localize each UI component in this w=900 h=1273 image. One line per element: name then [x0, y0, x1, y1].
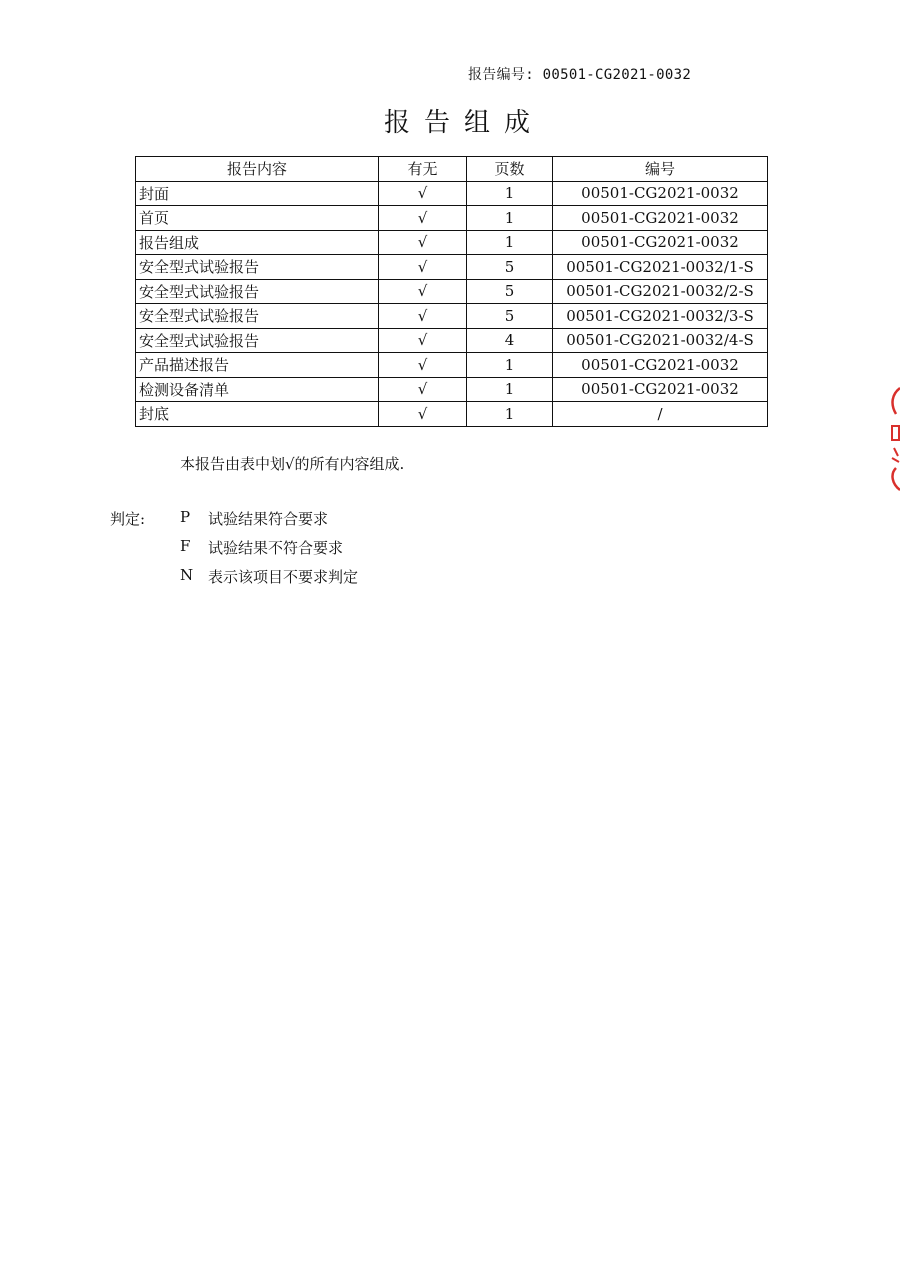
cell-number: 00501-CG2021-0032/3-S — [553, 304, 768, 329]
report-number: 报告编号: 00501-CG2021-0032 — [468, 67, 692, 83]
report-contents-table — [135, 156, 768, 427]
cell-content: 首页 — [136, 206, 379, 231]
table-row — [136, 206, 768, 231]
cell-content: 安全型式试验报告 — [136, 279, 379, 304]
table-row — [136, 279, 768, 304]
cell-content: 安全型式试验报告 — [136, 328, 379, 353]
cell-has: √ — [379, 377, 467, 402]
table-row — [136, 230, 768, 255]
cell-pages: 1 — [467, 377, 553, 402]
cell-pages: 1 — [467, 181, 553, 206]
cell-pages: 5 — [467, 279, 553, 304]
table-header-row — [136, 157, 768, 182]
legend-item-pass — [180, 508, 358, 537]
cell-content: 封底 — [136, 402, 379, 427]
legend-text: 试验结果不符合要求 — [208, 539, 344, 557]
legend-text: 表示该项目不要求判定 — [208, 568, 359, 586]
cell-has: √ — [379, 328, 467, 353]
cell-number: 00501-CG2021-0032 — [553, 181, 768, 206]
header-content: 报告内容 — [136, 157, 379, 182]
cell-pages: 4 — [467, 328, 553, 353]
seal-stamp-fragment — [884, 384, 900, 494]
cell-content: 检测设备清单 — [136, 377, 379, 402]
cell-number: 00501-CG2021-0032 — [553, 230, 768, 255]
table-row — [136, 377, 768, 402]
cell-has: √ — [379, 181, 467, 206]
cell-content: 报告组成 — [136, 230, 379, 255]
cell-content: 产品描述报告 — [136, 353, 379, 378]
cell-pages: 1 — [467, 402, 553, 427]
header-pages: 页数 — [467, 157, 553, 182]
composition-note: 本报告由表中划√的所有内容组成. — [180, 455, 405, 473]
cell-number: 00501-CG2021-0032/2-S — [553, 279, 768, 304]
header-has: 有无 — [379, 157, 467, 182]
legend-code: F — [180, 537, 191, 555]
table-row — [136, 255, 768, 280]
cell-pages: 5 — [467, 304, 553, 329]
cell-pages: 1 — [467, 206, 553, 231]
legend-item-not-applicable — [180, 566, 358, 595]
legend-code: P — [180, 508, 191, 526]
header-number: 编号 — [553, 157, 768, 182]
cell-has: √ — [379, 255, 467, 280]
cell-has: √ — [379, 304, 467, 329]
cell-number: / — [553, 402, 768, 427]
cell-pages: 5 — [467, 255, 553, 280]
cell-has: √ — [379, 279, 467, 304]
table-row — [136, 181, 768, 206]
cell-number: 00501-CG2021-0032/4-S — [553, 328, 768, 353]
table-row — [136, 353, 768, 378]
verdict-legend — [180, 508, 358, 595]
cell-number: 00501-CG2021-0032 — [553, 353, 768, 378]
legend-item-fail — [180, 537, 358, 566]
table-row — [136, 304, 768, 329]
table-row — [136, 328, 768, 353]
cell-has: √ — [379, 206, 467, 231]
legend-text: 试验结果符合要求 — [208, 510, 329, 528]
cell-has: √ — [379, 402, 467, 427]
cell-pages: 1 — [467, 353, 553, 378]
cell-pages: 1 — [467, 230, 553, 255]
cell-number: 00501-CG2021-0032/1-S — [553, 255, 768, 280]
cell-content: 封面 — [136, 181, 379, 206]
table-row — [136, 402, 768, 427]
cell-content: 安全型式试验报告 — [136, 304, 379, 329]
cell-number: 00501-CG2021-0032 — [553, 377, 768, 402]
cell-has: √ — [379, 353, 467, 378]
cell-content: 安全型式试验报告 — [136, 255, 379, 280]
page-title: 报告组成 — [383, 108, 544, 138]
cell-number: 00501-CG2021-0032 — [553, 206, 768, 231]
cell-has: √ — [379, 230, 467, 255]
legend-code: N — [180, 566, 194, 584]
verdict-label: 判定: — [110, 510, 146, 528]
